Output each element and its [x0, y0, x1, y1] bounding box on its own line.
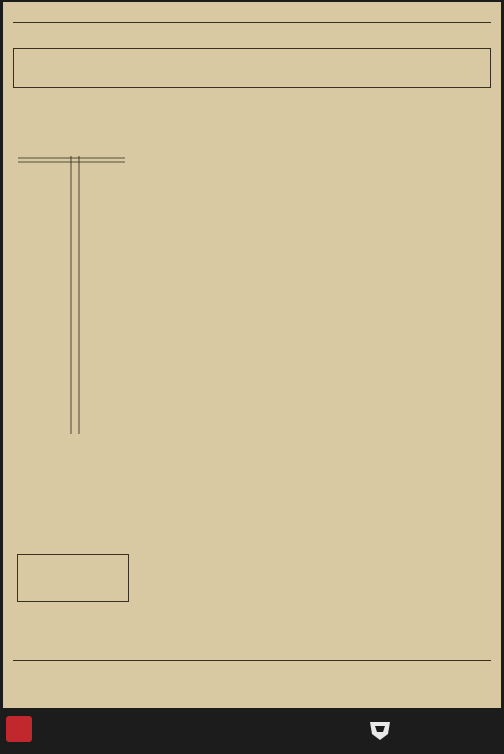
column-3 [255, 90, 371, 656]
page-header [13, 8, 491, 20]
street-map [13, 154, 131, 450]
column-4 [374, 90, 491, 656]
street-map-drawing [13, 154, 131, 450]
walch-grebe-advertisement [17, 554, 129, 602]
state-emblem-icon [366, 718, 394, 742]
blb-logo [6, 716, 32, 742]
column-2 [136, 90, 252, 656]
top-advertisement [13, 48, 491, 88]
library-footer [0, 710, 504, 754]
bottom-advertisement [13, 660, 491, 705]
directory-page [3, 2, 501, 708]
header-rule [13, 22, 491, 23]
